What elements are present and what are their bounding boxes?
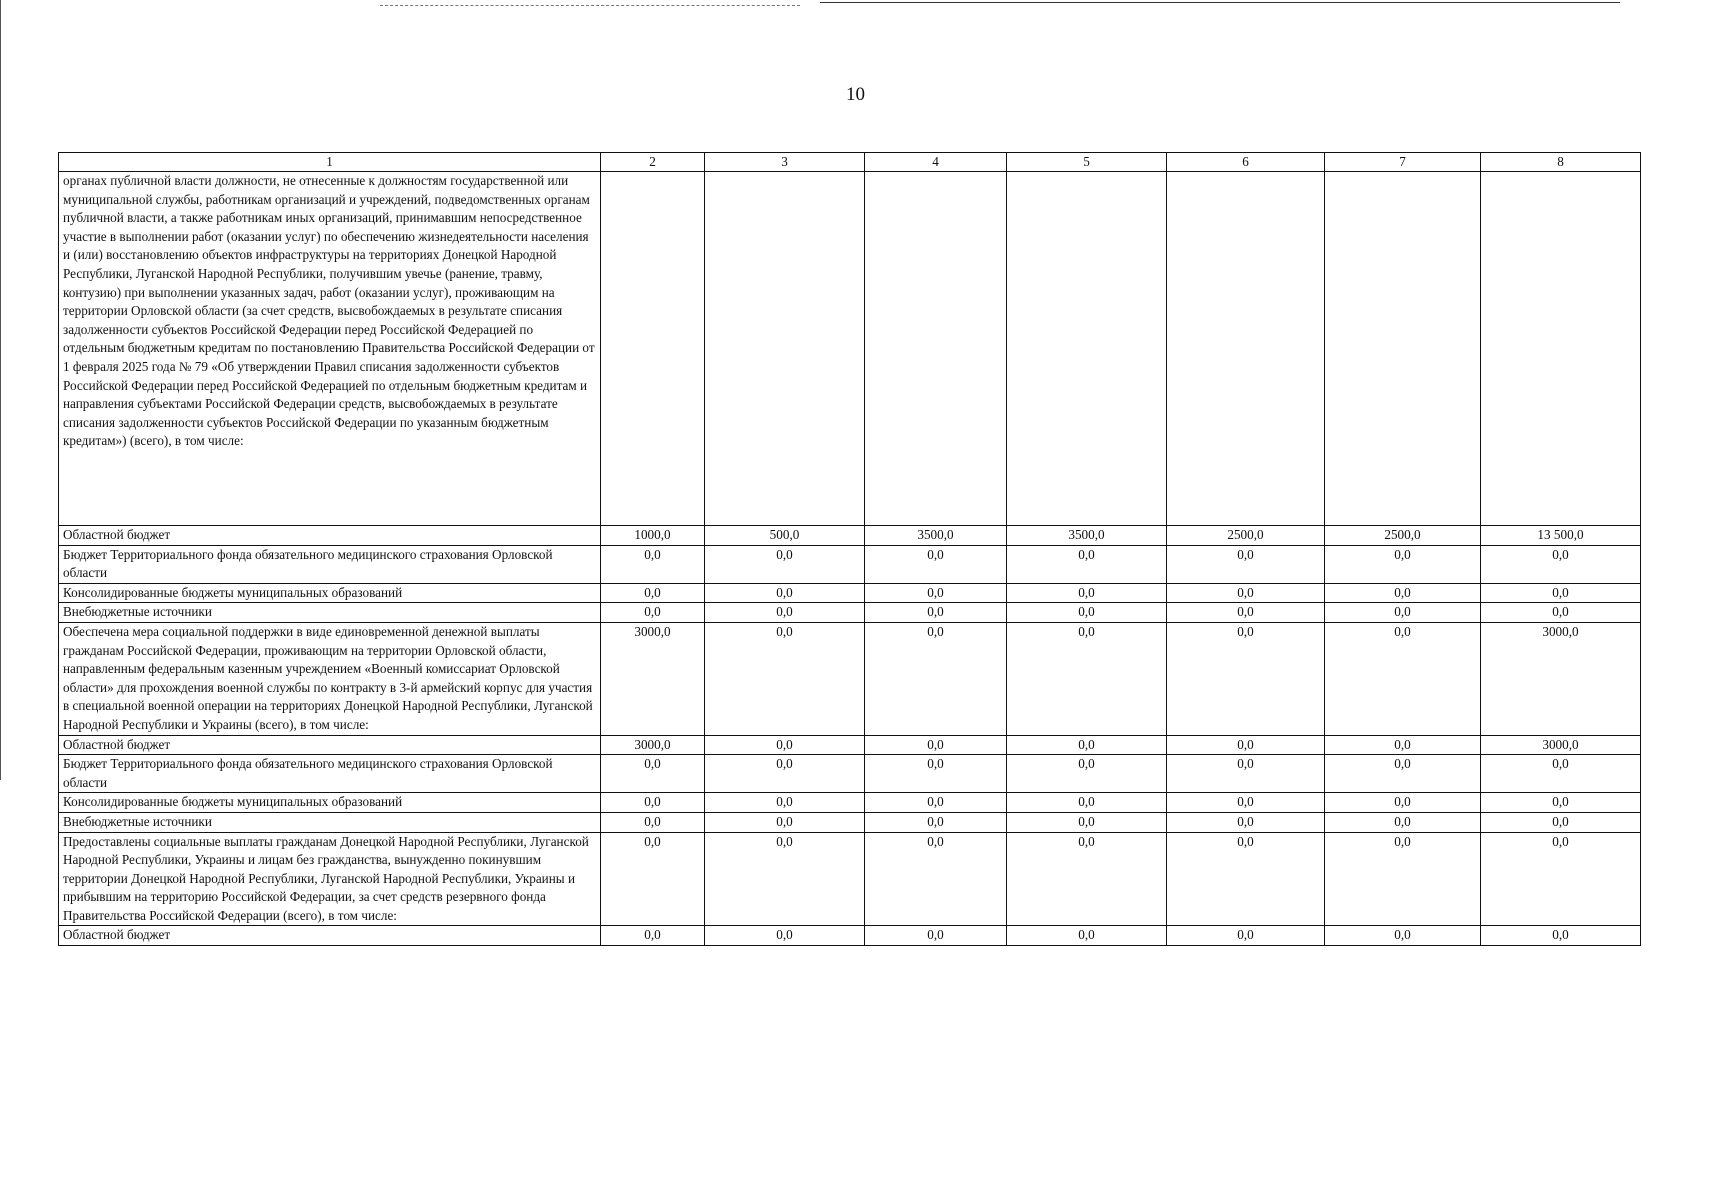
table-row xyxy=(59,926,1641,946)
cell-value: 0,0 xyxy=(1481,793,1641,813)
cell-value: 0,0 xyxy=(601,926,705,946)
cell-value: 0,0 xyxy=(1007,832,1167,926)
cell-value: 0,0 xyxy=(1325,755,1481,793)
cell-value: 0,0 xyxy=(1481,583,1641,603)
table-row xyxy=(59,812,1641,832)
cell-value: 3000,0 xyxy=(1481,622,1641,735)
cell-value: 0,0 xyxy=(1325,812,1481,832)
cell-value: 0,0 xyxy=(705,832,865,926)
cell-value: 0,0 xyxy=(1325,793,1481,813)
row-label: Бюджет Территориального фонда обязательного медицинского страхования Орловской области xyxy=(59,755,601,793)
cell-value: 0,0 xyxy=(1167,545,1325,583)
cell-value: 0,0 xyxy=(865,735,1007,755)
cell-value: 0,0 xyxy=(601,793,705,813)
table-row xyxy=(59,793,1641,813)
table-row xyxy=(59,545,1641,583)
cell-value: 0,0 xyxy=(1007,622,1167,735)
cell-value: 0,0 xyxy=(705,793,865,813)
cell-value: 0,0 xyxy=(865,755,1007,793)
page-number: 10 xyxy=(846,84,865,105)
cell-value: 0,0 xyxy=(1325,545,1481,583)
table-row xyxy=(59,526,1641,546)
cell-value: 0,0 xyxy=(865,832,1007,926)
cell-value: 0,0 xyxy=(1325,832,1481,926)
cell-value: 0,0 xyxy=(1167,603,1325,623)
cell-value: 0,0 xyxy=(1325,583,1481,603)
cell-value: 0,0 xyxy=(705,622,865,735)
cell-value: 0,0 xyxy=(1167,755,1325,793)
table-row xyxy=(59,735,1641,755)
cell-value: 0,0 xyxy=(1325,603,1481,623)
cell-value: 0,0 xyxy=(1007,755,1167,793)
cell-value: 0,0 xyxy=(1167,926,1325,946)
cell-value: 3000,0 xyxy=(601,735,705,755)
row-label: Областной бюджет xyxy=(59,735,601,755)
cell-value: 0,0 xyxy=(601,755,705,793)
cell-value: 0,0 xyxy=(1007,603,1167,623)
table-row xyxy=(59,832,1641,926)
cell-value: 0,0 xyxy=(1007,926,1167,946)
budget-table xyxy=(58,152,1641,946)
cell-value: 13 500,0 xyxy=(1481,526,1641,546)
cell-value: 500,0 xyxy=(705,526,865,546)
cell-value xyxy=(601,172,705,526)
cell-value xyxy=(1007,172,1167,526)
row-label: Внебюджетные источники xyxy=(59,812,601,832)
row-label: органах публичной власти должности, не отнесенные к должностям государственной или муниципальной службы, работникам организаций и учреждений, подведомственных органам публичной власти, а также работникам иных организаций, принимавшим непосредственное участие в выполнении работ (оказании услуг) по обеспечению жизнедеятельности населения и (или) восстановлению объектов инфраструктуры на территориях Донецкой Народной Республики, Луганской Народной Республики, получившим увечье (ранение, травму, контузию) при выполнении указанных задач, работ (оказании услуг), проживающим на территории Орловской области (за счет средств, высвобождаемых в результате списания задолженности субъектов Российской Федерации перед Российской Федерацией по отдельным бюджетным кредитам по постановлению Правительства Российской Федерации от 1 февраля 2025 года № 79 «Об утверждении Правил списания задолженности субъектов Российской Федерации перед Российской Федерацией по отдельным бюджетным кредитам и направления субъектами Российской Федерации средств, высвобождаемых в результате списания задолженности субъектов Российской Федерации по указанным бюджетным кредитам») (всего), в том числе: xyxy=(59,172,601,526)
row-label: Обеспечена мера социальной поддержки в виде единовременной денежной выплаты гражданам Российской Федерации, проживающим на территории Орловской области, направленным федеральным казенным учреждением «Военный комиссариат Орловской области» для прохождения военной службы по контракту в 3-й армейский корпус для участия в специальной военной операции на территориях Донецкой Народной Республики, Луганской Народной Республики и Украины (всего), в том числе: xyxy=(59,622,601,735)
cell-value: 2500,0 xyxy=(1167,526,1325,546)
column-header: 3 xyxy=(705,153,865,172)
cell-value: 0,0 xyxy=(1007,735,1167,755)
cell-value: 0,0 xyxy=(601,603,705,623)
cell-value: 0,0 xyxy=(1481,832,1641,926)
row-label: Консолидированные бюджеты муниципальных образований xyxy=(59,793,601,813)
row-label: Областной бюджет xyxy=(59,526,601,546)
table-row xyxy=(59,172,1641,526)
cell-value: 0,0 xyxy=(601,812,705,832)
column-header: 4 xyxy=(865,153,1007,172)
cell-value: 0,0 xyxy=(1325,926,1481,946)
column-header: 1 xyxy=(59,153,601,172)
cell-value: 0,0 xyxy=(601,583,705,603)
table-row xyxy=(59,622,1641,735)
cell-value: 3500,0 xyxy=(865,526,1007,546)
cell-value: 0,0 xyxy=(1167,735,1325,755)
cell-value: 0,0 xyxy=(705,755,865,793)
cell-value: 0,0 xyxy=(1481,545,1641,583)
cell-value: 0,0 xyxy=(1481,812,1641,832)
cell-value: 3000,0 xyxy=(601,622,705,735)
column-header: 8 xyxy=(1481,153,1641,172)
scan-artifact-dash xyxy=(380,5,800,6)
cell-value: 0,0 xyxy=(705,583,865,603)
table-row xyxy=(59,603,1641,623)
table-header-row xyxy=(59,153,1641,172)
cell-value: 0,0 xyxy=(1481,755,1641,793)
scan-artifact-left-edge xyxy=(0,0,1,780)
cell-value: 0,0 xyxy=(601,545,705,583)
column-header: 6 xyxy=(1167,153,1325,172)
row-label: Областной бюджет xyxy=(59,926,601,946)
cell-value: 0,0 xyxy=(1007,793,1167,813)
cell-value xyxy=(1481,172,1641,526)
cell-value: 0,0 xyxy=(865,545,1007,583)
row-label: Предоставлены социальные выплаты гражданам Донецкой Народной Республики, Луганской Народной Республики, Украины и лицам без гражданства, вынужденно покинувшим территории Донецкой Народной Республики, Луганской Народной Республики, Украины и прибывшим на территорию Российской Федерации, за счет средств резервного фонда Правительства Российской Федерации (всего), в том числе: xyxy=(59,832,601,926)
cell-value xyxy=(1325,172,1481,526)
cell-value: 0,0 xyxy=(705,812,865,832)
cell-value: 0,0 xyxy=(1481,926,1641,946)
cell-value: 0,0 xyxy=(1007,583,1167,603)
column-header: 2 xyxy=(601,153,705,172)
cell-value xyxy=(705,172,865,526)
cell-value: 0,0 xyxy=(865,583,1007,603)
cell-value: 0,0 xyxy=(1167,583,1325,603)
table-row xyxy=(59,583,1641,603)
cell-value: 0,0 xyxy=(1007,545,1167,583)
cell-value: 3000,0 xyxy=(1481,735,1641,755)
cell-value: 0,0 xyxy=(1481,603,1641,623)
cell-value: 3500,0 xyxy=(1007,526,1167,546)
cell-value: 0,0 xyxy=(1007,812,1167,832)
cell-value: 0,0 xyxy=(1325,735,1481,755)
row-label: Консолидированные бюджеты муниципальных образований xyxy=(59,583,601,603)
cell-value: 0,0 xyxy=(1167,793,1325,813)
cell-value: 0,0 xyxy=(865,622,1007,735)
table-row xyxy=(59,755,1641,793)
cell-value: 0,0 xyxy=(1325,622,1481,735)
cell-value xyxy=(1167,172,1325,526)
cell-value: 0,0 xyxy=(865,812,1007,832)
column-header: 7 xyxy=(1325,153,1481,172)
row-label: Бюджет Территориального фонда обязательного медицинского страхования Орловской области xyxy=(59,545,601,583)
cell-value: 1000,0 xyxy=(601,526,705,546)
cell-value xyxy=(865,172,1007,526)
cell-value: 0,0 xyxy=(705,735,865,755)
cell-value: 0,0 xyxy=(601,832,705,926)
column-header: 5 xyxy=(1007,153,1167,172)
cell-value: 0,0 xyxy=(1167,832,1325,926)
cell-value: 0,0 xyxy=(1167,812,1325,832)
cell-value: 2500,0 xyxy=(1325,526,1481,546)
row-label: Внебюджетные источники xyxy=(59,603,601,623)
cell-value: 0,0 xyxy=(865,603,1007,623)
scan-artifact-top-line xyxy=(820,2,1620,3)
cell-value: 0,0 xyxy=(705,603,865,623)
cell-value: 0,0 xyxy=(705,545,865,583)
cell-value: 0,0 xyxy=(705,926,865,946)
cell-value: 0,0 xyxy=(865,926,1007,946)
cell-value: 0,0 xyxy=(865,793,1007,813)
cell-value: 0,0 xyxy=(1167,622,1325,735)
